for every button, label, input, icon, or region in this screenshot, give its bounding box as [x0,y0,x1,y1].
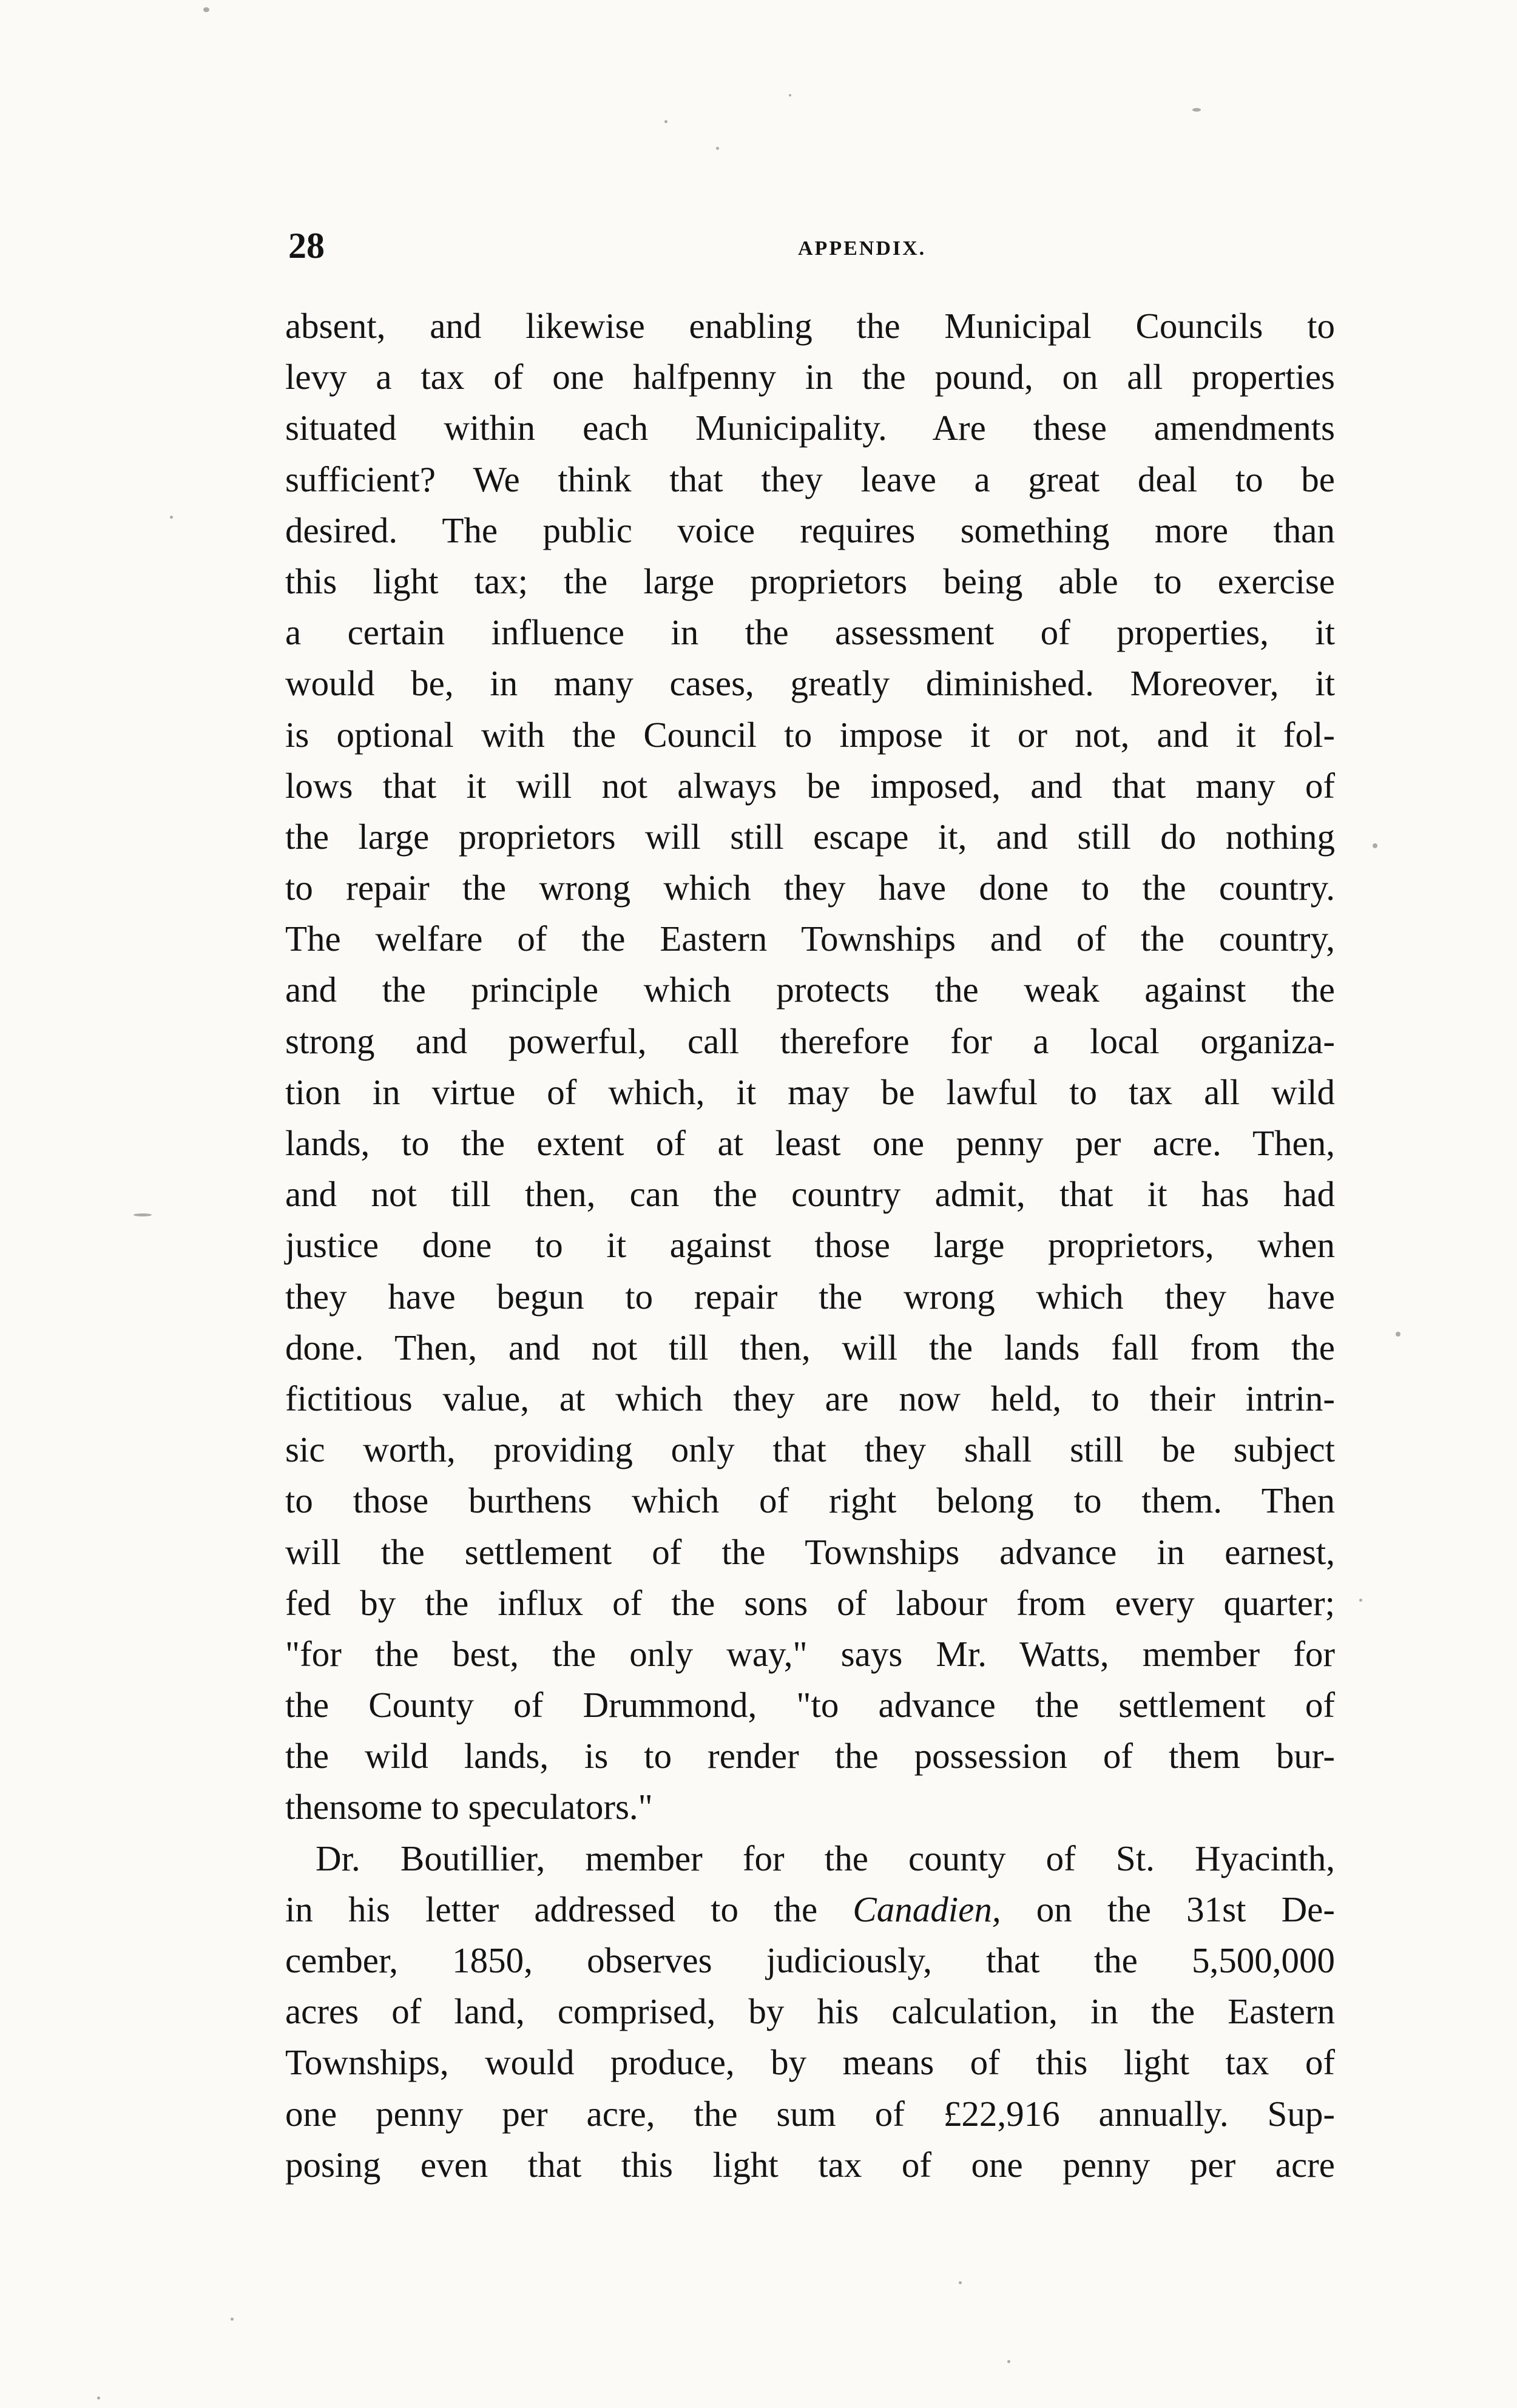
text-line: and not till then, can the country admit, that it has had [285,1174,1335,1215]
scan-speck [231,2318,234,2321]
running-head: APPENDIX. [798,237,927,260]
scan-speck [203,7,209,12]
text-line: acres of land, comprised, by his calculation, in the Eastern [285,1991,1335,2032]
text-line: to repair the wrong which they have done to the country. [285,868,1335,908]
scan-speck [1359,1599,1362,1602]
text-line: sic worth, providing only that they shall still be subject [285,1429,1335,1470]
text-line: absent, and likewise enabling the Municipal Councils to [285,306,1335,346]
text-line: this light tax; the large proprietors being able to exercise [285,561,1335,601]
text-line [285,1884,1335,1935]
scan-speck [1373,843,1377,848]
page-header [288,218,1332,273]
text-segment: on the 31st De- [1036,1889,1336,1929]
scan-speck [97,2396,100,2400]
text-line: done. Then, and not till then, will the lands fall from the [285,1327,1335,1368]
text-line: lands, to the extent of at least one penny per acre. Then, [285,1123,1335,1163]
text-line: is optional with the Council to impose it or not, and it fol- [285,714,1335,755]
scan-speck [170,516,173,519]
text-line: one penny per acre, the sum of £22,916 annually. Sup- [285,2093,1335,2134]
text-line: justice done to it against those large proprietors, when [285,1225,1335,1266]
scan-speck [664,120,667,123]
text-line: levy a tax of one halfpenny in the pound, on all properties [285,357,1335,397]
text-line: tion in virtue of which, it may be lawful to tax all wild [285,1071,1335,1112]
scan-speck [1396,1332,1400,1337]
text-line: strong and powerful, call therefore for a local organiza- [285,1020,1335,1061]
text-line: "for the best, the only way," says Mr. Watts, member for [285,1633,1335,1674]
text-line: the large proprietors will still escape it, and still do nothing [285,816,1335,857]
newspaper-title: Canadien, [853,1889,1001,1929]
scan-speck [716,147,719,150]
text-line: the County of Drummond, "to advance the settlement of [285,1685,1335,1725]
body-text [285,300,1335,2190]
text-line: will the settlement of the Townships advance in earnest, [285,1531,1335,1572]
text-line: and the principle which protects the weak against the [285,970,1335,1010]
text-line: lows that it will not always be imposed, and that many of [285,765,1335,806]
text-line: to those burthens which of right belong to them. Then [285,1480,1335,1521]
scan-speck [133,1213,152,1216]
scan-speck [1007,2360,1010,2363]
text-line: the wild lands, is to render the possession of them bur- [285,1736,1335,1776]
text-line: desired. The public voice requires something more than [285,510,1335,550]
text-line: situated within each Municipality. Are these amendments [285,408,1335,448]
paragraph [285,1833,1335,2190]
scan-speck [1192,108,1201,112]
scan-speck [789,94,791,96]
text-line: sufficient? We think that they leave a great deal to be [285,459,1335,499]
text-line: they have begun to repair the wrong which they have [285,1276,1335,1317]
page-number: 28 [288,226,325,266]
text-line: posing even that this light tax of one penny per acre [285,2144,1335,2185]
text-line: thensome to speculators." [285,1787,653,1827]
text-line: Dr. Boutillier, member for the county of St. Hyacinth, [316,1838,1335,1878]
paragraph [285,300,1335,1833]
text-line: would be, in many cases, greatly diminished. Moreover, it [285,663,1335,704]
text-line: cember, 1850, observes judiciously, that the 5,500,000 [285,1940,1335,1980]
text-line: Townships, would produce, by means of this light tax of [285,2042,1335,2083]
text-segment: in his letter addressed to the [285,1889,818,1929]
text-line: a certain influence in the assessment of properties, it [285,612,1335,653]
text-line: fictitious value, at which they are now held, to their intrin- [285,1378,1335,1418]
text-line: The welfare of the Eastern Townships and of the country, [285,919,1335,959]
text-line: fed by the influx of the sons of labour from every quarter; [285,1582,1335,1623]
scan-speck [959,2281,962,2284]
